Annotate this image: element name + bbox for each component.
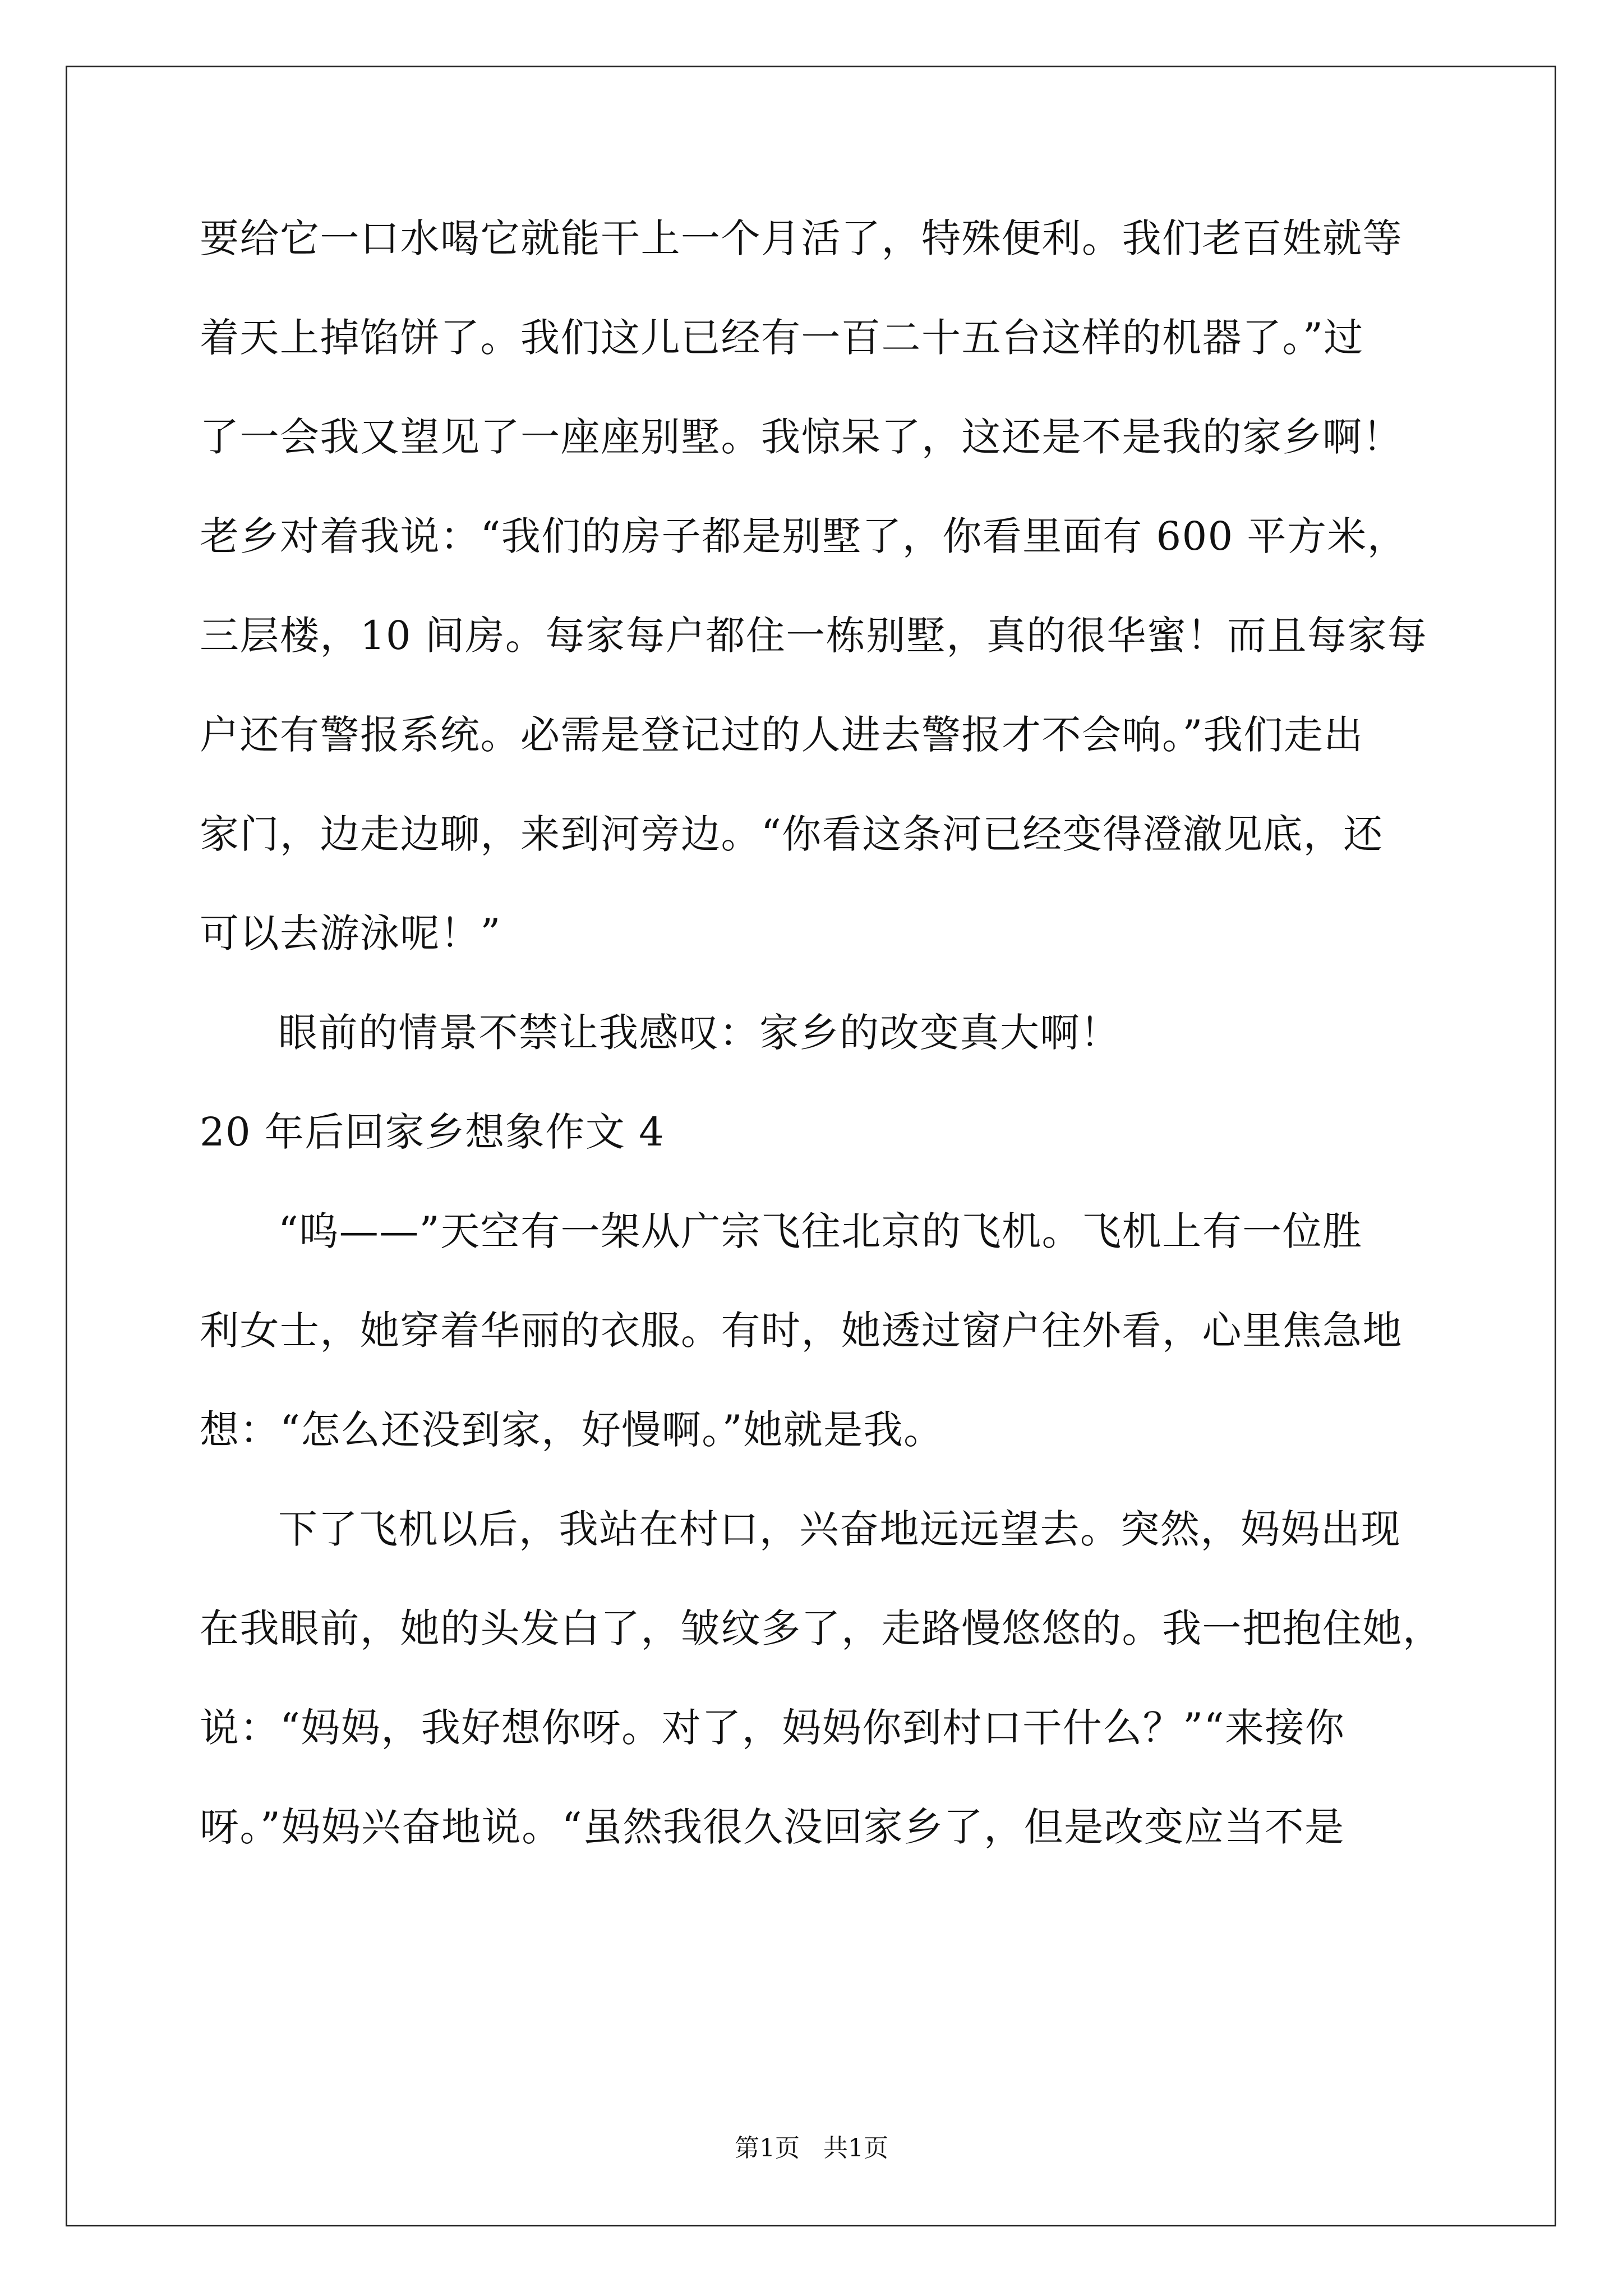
text-line: 家门，边走边聊，来到河旁边。“你看这条河已经变得澄澈见底，还 (200, 811, 1384, 857)
page-number-footer: 第1页 共1页 (735, 2134, 888, 2162)
text-line: 户还有警报系统。必需是登记过的人进去警报才不会响。”我们走出 (200, 712, 1364, 758)
text-line: 三层楼，10 间房。每家每户都住一栋别墅，真的很华蜜！而且每家每 (200, 613, 1428, 659)
section-heading: 20 年后回家乡想象作文 4 (200, 1109, 665, 1155)
text-line: 老乡对着我说：“我们的房子都是别墅了，你看里面有 600 平方米， (200, 513, 1408, 559)
text-line: 呀。”妈妈兴奋地说。“虽然我很久没回家乡了，但是改变应当不是 (200, 1804, 1345, 1850)
text-line: 要给它一口水喝它就能干上一个月活了，特殊便利。我们老百姓就等 (200, 215, 1403, 261)
text-line: 想：“怎么还没到家，好慢啊。”她就是我。 (200, 1407, 944, 1453)
text-line: 着天上掉馅饼了。我们这儿已经有一百二十五台这样的机器了。”过 (200, 315, 1364, 361)
text-line: 说：“妈妈，我好想你呀。对了，妈妈你到村口干什么？”“来接你 (200, 1705, 1345, 1751)
text-line: 下了飞机以后，我站在村口，兴奋地远远望去。突然，妈妈出现 (278, 1506, 1401, 1552)
text-line: 眼前的情景不禁让我感叹：家乡的改变真大啊！ (278, 1010, 1121, 1056)
text-line: 利女士，她穿着华丽的衣服。有时，她透过窗户往外看，心里焦急地 (200, 1308, 1403, 1354)
text-line: “呜——”天空有一架从广宗飞往北京的飞机。飞机上有一位胜 (278, 1208, 1363, 1254)
text-line: 可以去游泳呢！” (200, 910, 501, 956)
text-line: 在我眼前，她的头发白了，皱纹多了，走路慢悠悠的。我一把抱住她， (200, 1605, 1443, 1651)
text-line: 了一会我又望见了一座座别墅。我惊呆了，这还是不是我的家乡啊！ (200, 414, 1403, 460)
